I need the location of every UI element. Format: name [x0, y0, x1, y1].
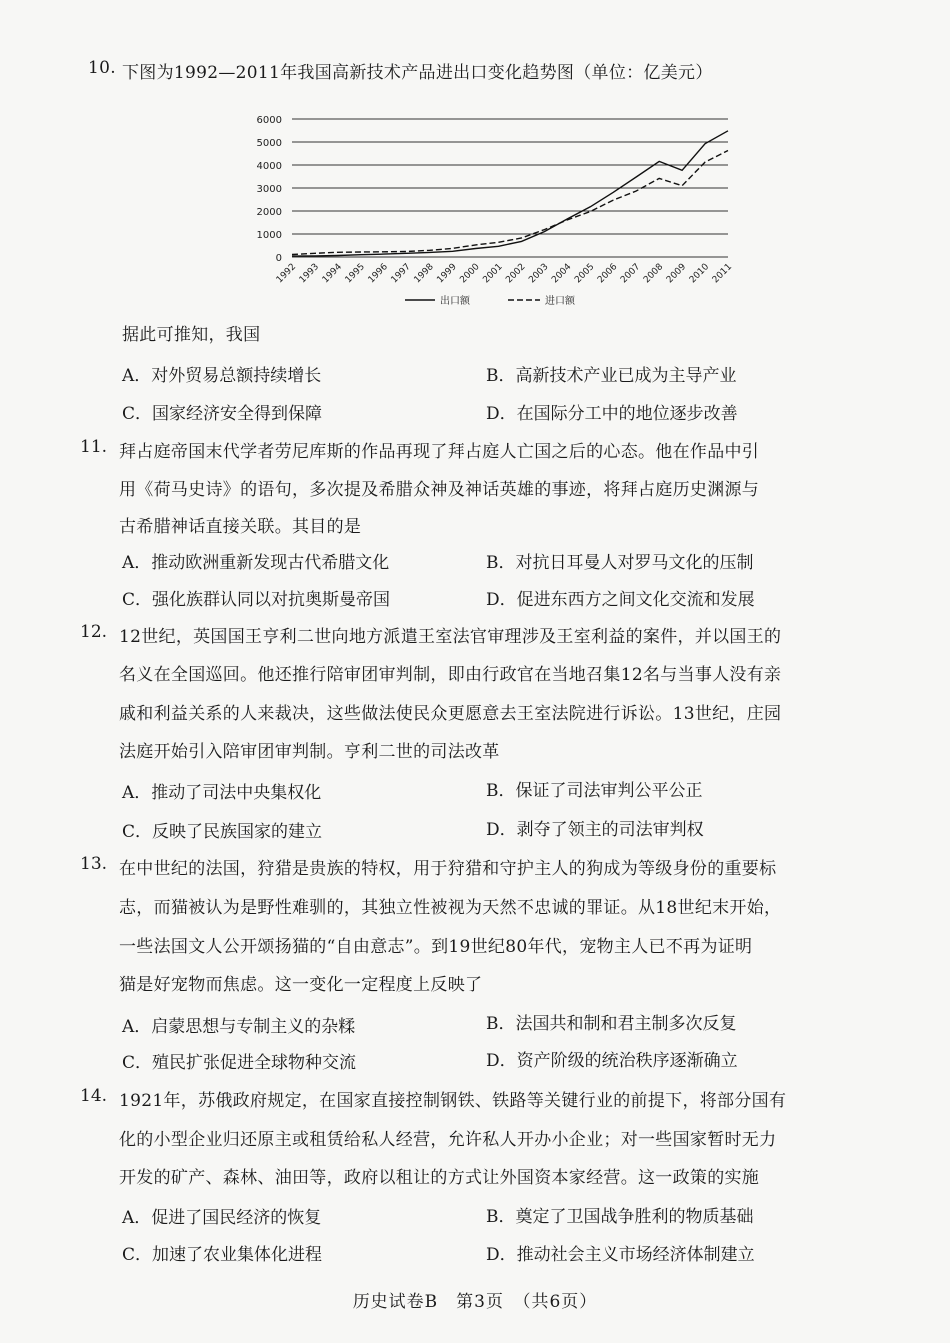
x-tick-label: 1992	[274, 262, 299, 286]
q10-option-b[interactable]: B．高新技术产业已成为主导产业	[486, 366, 737, 386]
export-series-line	[292, 131, 728, 256]
x-tick-label: 1996	[366, 262, 390, 286]
q10-option-c[interactable]: C．国家经济安全得到保障	[122, 404, 323, 424]
q12-line-4: 法庭开始引入陪审团审判制。亨利二世的司法改革	[119, 742, 500, 762]
legend-export-label: 出口额	[440, 296, 470, 307]
q13-line-2: 志，而猫被认为是野性难驯的，其独立性被视为天然不忠诚的罪证。从18世纪末开始，	[119, 898, 782, 918]
x-tick-label: 2001	[481, 262, 505, 286]
q13-option-b[interactable]: B．法国共和制和君主制多次反复	[486, 1014, 737, 1034]
q12-line-2: 名义在全国巡回。他还推行陪审团审判制，即由行政官在当地召集12名与当事人没有亲	[119, 665, 782, 685]
q11-line-3: 古希腊神话直接关联。其目的是	[119, 517, 362, 537]
q13-option-d[interactable]: D．资产阶级的统治秩序逐渐确立	[486, 1051, 738, 1071]
q12-option-d[interactable]: D．剥夺了领主的司法审判权	[486, 820, 704, 840]
y-tick-label: 4000	[256, 161, 282, 172]
x-tick-label: 2002	[504, 262, 528, 286]
y-tick-label: 2000	[256, 207, 282, 218]
q14-line-1: 1921年，苏俄政府规定，在国家直接控制钢铁、铁路等关键行业的前提下，将部分国有	[119, 1091, 787, 1111]
q14-line-2: 化的小型企业归还原主或租赁给私人经营，允许私人开办小企业；对一些国家暂时无力	[119, 1130, 777, 1150]
x-tick-label: 2004	[550, 262, 574, 286]
q14-option-a[interactable]: A．促进了国民经济的恢复	[122, 1208, 322, 1228]
trade-line-chart	[240, 103, 740, 313]
q14-option-b[interactable]: B．奠定了卫国战争胜利的物质基础	[486, 1207, 754, 1227]
q13-line-3: 一些法国文人公开颂扬猫的“自由意志”。到19世纪80年代，宠物主人已不再为证明	[119, 937, 753, 957]
q13-line-1: 在中世纪的法国，狩猎是贵族的特权，用于狩猎和守护主人的狗成为等级身份的重要标	[119, 859, 777, 879]
x-tick-label: 1997	[389, 262, 413, 286]
y-tick-label: 0	[275, 253, 282, 264]
x-tick-label: 2006	[596, 262, 620, 286]
x-tick-label: 2005	[573, 262, 597, 286]
legend-import-label: 进口额	[545, 296, 575, 307]
x-tick-label: 2000	[458, 262, 482, 286]
x-tick-label: 1995	[343, 262, 367, 286]
q11-line-2: 用《荷马史诗》的语句，多次提及希腊众神及神话英雄的事迹，将拜占庭历史渊源与	[119, 480, 760, 500]
x-tick-label: 1993	[297, 262, 322, 286]
q11-line-1: 拜占庭帝国末代学者劳尼库斯的作品再现了拜占庭人亡国之后的心态。他在作品中引	[119, 442, 760, 462]
q10-prompt: 据此可推知，我国	[122, 325, 261, 345]
q12-line-3: 戚和利益关系的人来裁决，这些做法使民众更愿意去王室法院进行诉讼。13世纪，庄园	[119, 704, 782, 724]
q10-stem: 下图为1992—2011年我国高新技术产品进出口变化趋势图（单位：亿美元）	[122, 63, 713, 83]
q11-option-c[interactable]: C．强化族群认同以对抗奥斯曼帝国	[122, 590, 391, 610]
q13-option-c[interactable]: C．殖民扩张促进全球物种交流	[122, 1053, 357, 1073]
q11-number: 11.	[80, 437, 108, 457]
q13-number: 13.	[80, 854, 108, 874]
x-tick-label: 2003	[527, 262, 551, 286]
q12-option-c[interactable]: C．反映了民族国家的建立	[122, 822, 323, 842]
y-tick-label: 1000	[256, 230, 282, 241]
q10-option-a[interactable]: A．对外贸易总额持续增长	[122, 366, 322, 386]
q13-option-a[interactable]: A．启蒙思想与专制主义的杂糅	[122, 1017, 356, 1037]
x-tick-label: 2007	[619, 262, 643, 286]
x-tick-label: 1998	[412, 262, 436, 286]
q13-line-4: 猫是好宠物而焦虑。这一变化一定程度上反映了	[119, 975, 483, 995]
q11-option-d[interactable]: D．促进东西方之间文化交流和发展	[486, 590, 755, 610]
q12-line-1: 12世纪，英国国王亨利二世向地方派遣王室法官审理涉及王室利益的案件，并以国王的	[119, 627, 782, 647]
q10-number: 10.	[88, 58, 116, 78]
x-tick-label: 1999	[435, 262, 459, 286]
page-footer: 历史试卷B 第3页 （共6页）	[352, 1292, 598, 1312]
q14-number: 14.	[80, 1086, 108, 1106]
q12-option-a[interactable]: A．推动了司法中央集权化	[122, 783, 322, 803]
x-tick-label: 2010	[687, 262, 712, 286]
y-tick-label: 5000	[256, 138, 282, 149]
y-tick-label: 3000	[256, 184, 282, 195]
x-tick-label: 2011	[710, 262, 735, 286]
q14-line-3: 开发的矿产、森林、油田等，政府以租让的方式让外国资本家经营。这一政策的实施	[119, 1168, 760, 1188]
x-tick-label: 1994	[320, 262, 345, 286]
q12-option-b[interactable]: B．保证了司法审判公平公正	[486, 781, 703, 801]
q14-option-d[interactable]: D．推动社会主义市场经济体制建立	[486, 1245, 755, 1265]
x-tick-label: 2009	[664, 262, 689, 286]
q11-option-b[interactable]: B．对抗日耳曼人对罗马文化的压制	[486, 553, 754, 573]
q14-option-c[interactable]: C．加速了农业集体化进程	[122, 1245, 323, 1265]
q11-option-a[interactable]: A．推动欧洲重新发现古代希腊文化	[122, 553, 390, 573]
q12-number: 12.	[80, 622, 108, 642]
import-series-line	[292, 151, 728, 255]
q10-option-d[interactable]: D．在国际分工中的地位逐步改善	[486, 404, 738, 424]
x-tick-label: 2008	[642, 262, 666, 286]
y-tick-label: 6000	[256, 115, 282, 126]
